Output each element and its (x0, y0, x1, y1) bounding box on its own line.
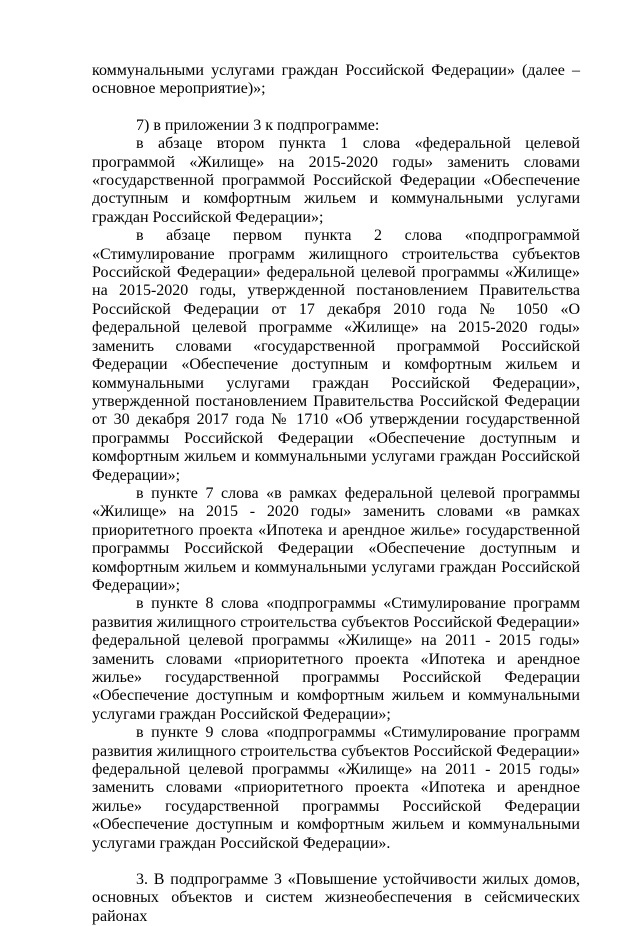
paragraph-8: 3. В подпрограмме 3 «Повышение устойчивости жилых домов, основных объектов и систем жизнеобеспечения в сейсмических районах (92, 871, 580, 925)
paragraph-5: в пункте 7 слова «в рамках федеральной целевой программы «Жилище» на 2015 - 2020 годы» заменить словами «в рамках приоритетного проекта «Ипотека и арендное жилье» государственной программы Российской Федерации «Обеспечение доступным и комфортным жильем и коммунальными услугами граждан Российской Федерации»; (92, 484, 580, 594)
paragraph-4: в абзаце первом пункта 2 слова «подпрограммой «Стимулирование программ жилищного строительства субъектов Российской Федерации» федеральной целевой программы «Жилище» на 2015-2020 годы, утвержденной постановлением Правительства Российской Федерации от 17 декабря 2010 года № 1050 «О федеральной целевой программе «Жилище» на 2015-2020 годы» заменить словами «государственной программой Российской Федерации «Обеспечение доступным и комфортным жильем и коммунальными услугами граждан Российской Федерации», утвержденной постановлением Правительства Российской Федерации от 30 декабря 2017 года № 1710 «Об утверждении государственной программы Российской Федерации «Обеспечение доступным и комфортным жильем и коммунальными услугами граждан Российской Федерации»; (92, 227, 580, 484)
paragraph-6: в пункте 8 слова «подпрограммы «Стимулирование программ развития жилищного строительства субъектов Российской Федерации» федеральной целевой программы «Жилище» на 2011 - 2015 годы» заменить словами «приоритетного проекта «Ипотека и арендное жилье» государственной программы Российской Федерации «Обеспечение доступным и комфортным жильем и коммунальными услугами граждан Российской Федерации»; (92, 595, 580, 723)
document-page (92, 62, 580, 926)
paragraph-2: 7) в приложении 3 к подпрограмме: (136, 116, 380, 134)
paragraph-3: в абзаце втором пункта 1 слова «федеральной целевой программой «Жилище» на 2015-2020 годы» заменить словами «государственной программой Российской Федерации «Обеспечение доступным и комфортным жильем и коммунальными услугами граждан Российской Федерации»; (92, 135, 580, 226)
paragraph-7: в пункте 9 слова «подпрограммы «Стимулирование программ развития жилищного строительства субъектов Российской Федерации» федеральной целевой программы «Жилище» на 2011 - 2015 годы» заменить словами «приоритетного проекта «Ипотека и арендное жилье» государственной программы Российской Федерации «Обеспечение доступным и комфортным жильем и коммунальными услугами граждан Российской Федерации». (92, 724, 580, 852)
paragraph-1: коммунальными услугами граждан Российской Федерации» (далее – основное мероприятие)»; (92, 62, 580, 98)
